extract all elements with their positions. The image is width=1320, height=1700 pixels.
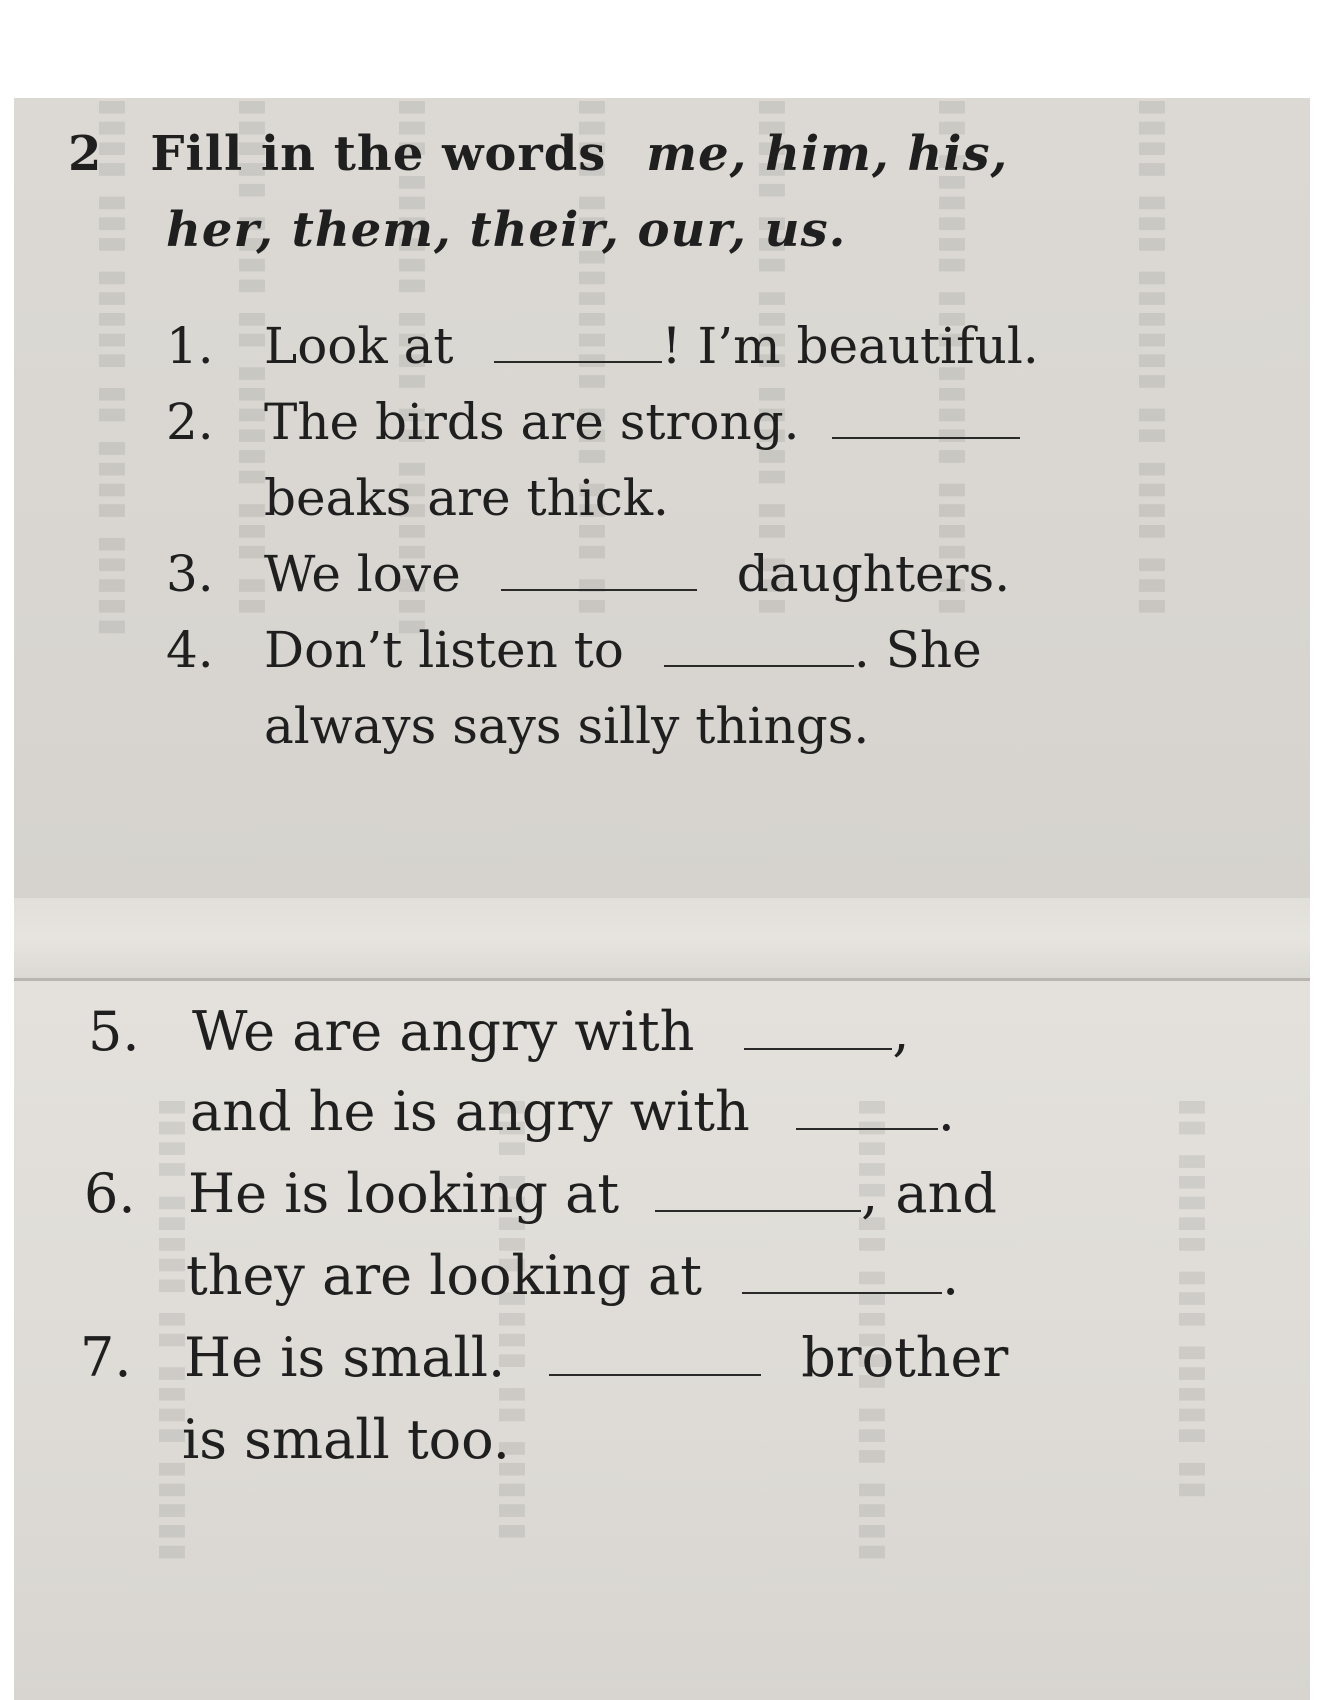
item-number: 7. bbox=[80, 1326, 132, 1389]
item-text: We love bbox=[264, 545, 461, 603]
answer-blank[interactable] bbox=[744, 1008, 892, 1050]
item-number: 5. bbox=[88, 1000, 140, 1063]
list-item-4-cont bbox=[264, 696, 869, 756]
word-list-line1: me, him, his, bbox=[646, 126, 1009, 182]
list-item-3 bbox=[166, 544, 1010, 604]
list-item-5-cont bbox=[190, 1082, 955, 1142]
item-text: . She bbox=[853, 621, 982, 679]
show-through-texture: ▮▮▮ ▮▮▮▮▮ ▮▮▮▮ ▮▮ ▮▮▮▮▮ bbox=[494, 1098, 534, 1543]
answer-blank[interactable] bbox=[549, 1334, 761, 1376]
item-text: The birds are strong. bbox=[264, 393, 800, 451]
show-through-texture: ▮▮▮▮ ▮▮ ▮▮▮▮▮▮▮ ▮▮▮ ▮▮▮▮ ▮▮ bbox=[574, 98, 614, 618]
exercise-heading-line2 bbox=[166, 200, 846, 260]
item-text: they are looking at bbox=[186, 1244, 702, 1307]
item-text: is small too. bbox=[182, 1408, 510, 1471]
item-number: 6. bbox=[84, 1162, 136, 1225]
exercise-heading-line1 bbox=[68, 124, 1008, 184]
list-item-7 bbox=[80, 1328, 1008, 1388]
exercise-number: 2 bbox=[68, 126, 103, 182]
page-gap-section bbox=[14, 898, 1310, 978]
answer-blank[interactable] bbox=[664, 625, 854, 667]
item-text: He is looking at bbox=[188, 1162, 620, 1225]
item-text: Look at bbox=[264, 317, 454, 375]
item-text: beaks are thick. bbox=[264, 469, 669, 527]
item-text: and he is angry with bbox=[190, 1080, 750, 1143]
list-item-2-cont bbox=[264, 468, 669, 528]
item-text: ! I’m beautiful. bbox=[661, 317, 1039, 375]
item-text: . bbox=[937, 1080, 955, 1143]
answer-blank[interactable] bbox=[494, 321, 662, 363]
answer-blank[interactable] bbox=[501, 549, 697, 591]
item-text: , and bbox=[861, 1162, 997, 1225]
list-item-6-cont bbox=[186, 1246, 959, 1306]
answer-blank[interactable] bbox=[742, 1252, 942, 1294]
item-text: , bbox=[892, 1000, 910, 1063]
show-through-texture: ▮▮▮▮▮ ▮▮▮▮ ▮▮ ▮▮▮▮▮▮ ▮▮▮ ▮▮ bbox=[234, 98, 274, 618]
list-item-7-cont bbox=[182, 1410, 510, 1470]
list-item-1 bbox=[166, 316, 1039, 376]
item-number: 3. bbox=[166, 545, 214, 603]
item-text: daughters. bbox=[736, 545, 1011, 603]
item-text: always says silly things. bbox=[264, 697, 870, 755]
answer-blank[interactable] bbox=[796, 1088, 938, 1130]
show-through-texture: ▮▮▮▮▮ ▮▮ ▮▮▮▮▮▮ ▮▮▮ ▮▮▮▮ bbox=[854, 1098, 894, 1564]
exercise-instruction: Fill in the words bbox=[150, 126, 607, 182]
word-list-line2: her, them, their, our, us. bbox=[166, 202, 847, 258]
show-through-texture: ▮▮▮▮ ▮▮▮ ▮▮▮▮▮▮ ▮▮ ▮▮▮▮ ▮▮▮ bbox=[1134, 98, 1174, 618]
list-item-4 bbox=[166, 620, 982, 680]
show-through-texture: ▮▮ ▮▮▮▮▮▮ ▮▮▮ ▮▮▮▮▮ ▮▮▮▮ ▮▮ bbox=[934, 98, 974, 618]
show-through-texture: ▮▮▮ ▮▮▮▮▮▮ ▮▮▮▮ ▮▮ ▮▮▮▮▮ ▮▮▮ bbox=[394, 98, 434, 639]
answer-blank[interactable] bbox=[655, 1170, 861, 1212]
show-through-texture: ▮▮▮▮ ▮▮▮ ▮▮▮▮▮ ▮▮ ▮▮▮▮ ▮▮▮▮▮ bbox=[94, 98, 134, 639]
item-text: . bbox=[941, 1244, 960, 1307]
list-item-5 bbox=[88, 1002, 910, 1062]
item-text: brother bbox=[801, 1326, 1009, 1389]
answer-blank[interactable] bbox=[832, 397, 1020, 439]
item-number: 1. bbox=[166, 317, 214, 375]
show-through-texture: ▮▮▮▮ ▮▮▮▮▮ ▮▮ ▮▮▮▮ ▮▮▮▮▮ bbox=[154, 1098, 194, 1564]
list-item-6 bbox=[84, 1164, 997, 1224]
show-through-texture: ▮▮ ▮▮▮▮▮ ▮▮▮ ▮▮▮▮▮ ▮▮ bbox=[1174, 1098, 1214, 1502]
show-through-texture: ▮▮▮▮▮ ▮▮▮ ▮▮▮▮ ▮▮▮▮▮ ▮▮ ▮▮▮ bbox=[754, 98, 794, 618]
list-item-2 bbox=[166, 392, 1020, 452]
item-number: 2. bbox=[166, 393, 214, 451]
item-text: We are angry with bbox=[192, 1000, 695, 1063]
item-text: Don’t listen to bbox=[264, 621, 624, 679]
item-text: He is small. bbox=[184, 1326, 506, 1389]
item-number: 4. bbox=[166, 621, 214, 679]
